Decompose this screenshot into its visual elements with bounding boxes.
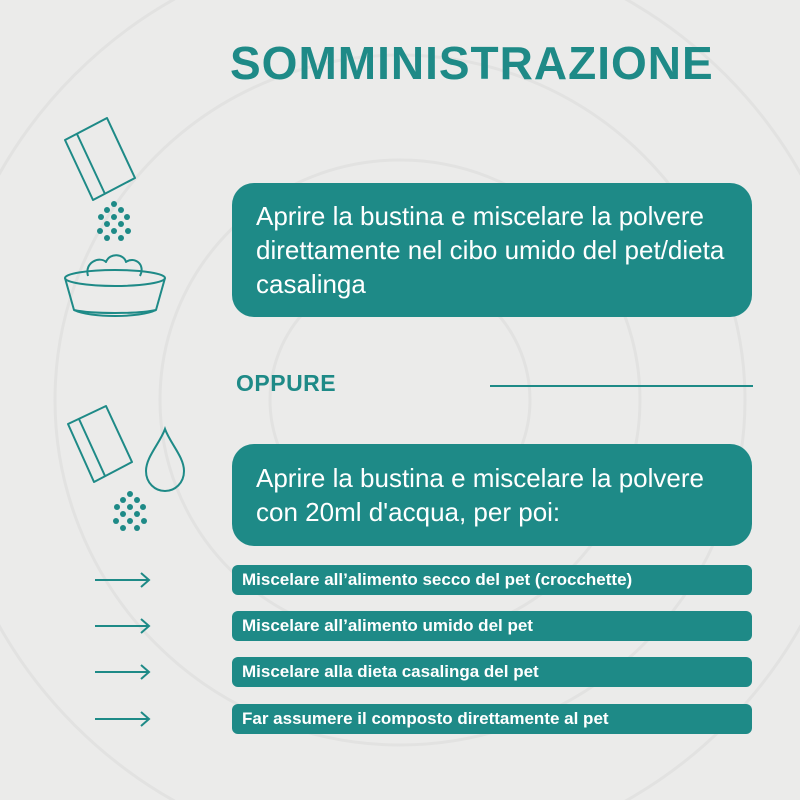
instruction-card-water <box>232 444 752 546</box>
arrow-right-icon <box>95 616 153 636</box>
step-row <box>95 611 752 641</box>
arrow-right-icon <box>95 709 153 729</box>
sachet-icon <box>60 400 140 490</box>
step-label: Miscelare alla dieta casalinga del pet <box>232 657 752 687</box>
food-bowl-icon <box>60 248 170 320</box>
step-row <box>95 704 752 734</box>
powder-icon <box>108 488 153 536</box>
water-drop-icon <box>140 425 190 495</box>
step-row <box>95 657 752 687</box>
instruction-text-1: Aprire la bustina e miscelare la polvere direttamente nel cibo umido del pet/dieta casalinga <box>256 201 725 299</box>
step-label: Miscelare all’alimento secco del pet (crocchette) <box>232 565 752 595</box>
instruction-card-dry <box>232 183 752 317</box>
separator-label: OPPURE <box>236 370 337 396</box>
instruction-text-2: Aprire la bustina e miscelare la polvere con 20ml d'acqua, per poi: <box>256 463 704 527</box>
step-label: Far assumere il composto direttamente al pet <box>232 704 752 734</box>
powder-icon <box>92 198 137 246</box>
separator-line <box>490 385 753 387</box>
page-title: SOMMINISTRAZIONE <box>230 37 714 89</box>
step-label: Miscelare all’alimento umido del pet <box>232 611 752 641</box>
step-row <box>95 565 752 595</box>
arrow-right-icon <box>95 662 153 682</box>
sachet-icon <box>55 112 140 207</box>
arrow-right-icon <box>95 570 153 590</box>
